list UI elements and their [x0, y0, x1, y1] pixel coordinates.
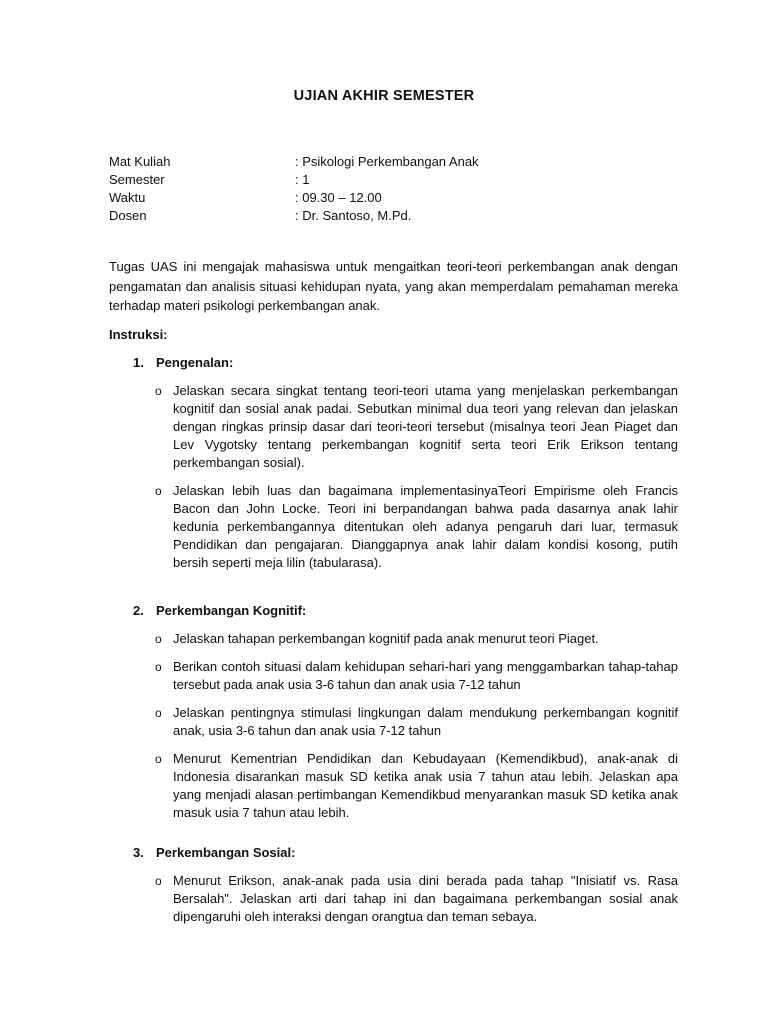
section-number: 2.: [133, 602, 144, 618]
section-heading: [133, 844, 768, 862]
list-item: [155, 750, 678, 822]
list-item-text: Jelaskan pentingnya stimulasi lingkungan dalam mendukung perkembangan kognitif anak, usia 3-6 tahun dan anak usia 7-12 tahun: [173, 704, 678, 738]
meta-row-semester: [109, 171, 679, 189]
section-social: [0, 844, 768, 926]
meta-row-time: [109, 189, 679, 207]
meta-label: Dosen: [109, 208, 147, 223]
list-item: [155, 382, 678, 472]
list-item: [155, 482, 678, 572]
section-title: Perkembangan Sosial:: [156, 844, 296, 860]
list-item-text: Menurut Kementrian Pendidikan dan Kebudayaan (Kemendikbud), anak-anak di Indonesia disarankan masuk SD ketika anak usia 7 tahun atau lebih. Jelaskan apa yang menjadi alasan pertimbangan Kemendikbud menyarankan masuk SD ketika anak masuk usia 7 tahun atau lebih.: [173, 750, 678, 820]
meta-value: : Psikologi Perkembangan Anak: [295, 154, 479, 169]
list-item: [155, 872, 678, 926]
list-item: [155, 658, 678, 694]
page-title: UJIAN AKHIR SEMESTER: [293, 88, 475, 104]
section-title: Perkembangan Kognitif:: [156, 602, 307, 618]
list-item-text: Jelaskan tahapan perkembangan kognitif pada anak menurut teori Piaget.: [173, 630, 599, 646]
bullet-circle-icon: o: [155, 659, 162, 674]
meta-label: Semester: [109, 172, 165, 187]
section-title: Pengenalan:: [156, 354, 234, 370]
section-heading: [133, 354, 768, 372]
list-item-text: Jelaskan lebih luas dan bagaimana implementasinyaTeori Empirisme oleh Francis Bacon dan John Locke. Teori ini berpandangan bahwa pada dasarnya anak lahir kedunia perkembangannya ditentukan oleh adanya pengaruh dari luar, termasuk Pendidikan dan pengajaran. Dianggapnya anak lahir dalam kondisi kosong, putih bersih seperti meja lilin (tabularasa).: [173, 482, 678, 570]
list-item-text: Menurut Erikson, anak-anak pada usia dini berada pada tahap "Inisiatif vs. Rasa Bersalah". Jelaskan arti dari tahap ini dan bagaimana perkembangan sosial anak dipengaruhi oleh interaksi dengan orangtua dan teman sebaya.: [173, 872, 678, 924]
meta-value: : Dr. Santoso, M.Pd.: [295, 208, 412, 223]
meta-value: : 1: [295, 172, 310, 187]
section-heading: [133, 602, 768, 620]
bullet-list: [0, 382, 678, 572]
section-introduction: [0, 354, 768, 572]
meta-label: Waktu: [109, 190, 146, 205]
bullet-circle-icon: o: [155, 483, 162, 498]
meta-label: Mat Kuliah: [109, 154, 171, 169]
bullet-circle-icon: o: [155, 873, 162, 888]
bullet-circle-icon: o: [155, 383, 162, 398]
list-item: [155, 630, 678, 648]
list-item-text: Jelaskan secara singkat tentang teori-teori utama yang menjelaskan perkembangan kognitif dan sosial anak padai. Sebutkan minimal dua teori yang relevan dan jelaskan dengan ringkas prinsip dasar dari teori-teori tersebut (misalnya teori Jean Piaget dan Lev Vygotsky tentang perkembangan kognitif serta teori Erik Erikson tentang perkembangan sosial).: [173, 382, 678, 470]
bullet-list: [0, 630, 678, 822]
section-cognitive: [0, 602, 768, 822]
intro-paragraph: Tugas UAS ini mengajak mahasiswa untuk mengaitkan teori-teori perkembangan anak dengan pengamatan dan analisis situasi kehidupan nyata, yang akan memperdalam pemahaman mereka terhadap materi psikologi perkembangan anak.: [109, 259, 678, 313]
meta-value: : 09.30 – 12.00: [295, 190, 382, 205]
list-item-text: Berikan contoh situasi dalam kehidupan sehari-hari yang menggambarkan tahap-tahap tersebut pada anak usia 3-6 tahun dan anak usia 7-12 tahun: [173, 658, 678, 692]
course-info: [109, 153, 679, 225]
section-number: 3.: [133, 844, 144, 860]
instructions-heading: Instruksi:: [109, 326, 168, 342]
meta-row-course: [109, 153, 679, 171]
bullet-circle-icon: o: [155, 751, 162, 766]
section-number: 1.: [133, 354, 144, 370]
bullet-list: [0, 872, 678, 926]
list-item: [155, 704, 678, 740]
meta-row-lecturer: [109, 207, 679, 225]
bullet-circle-icon: o: [155, 631, 162, 646]
bullet-circle-icon: o: [155, 705, 162, 720]
